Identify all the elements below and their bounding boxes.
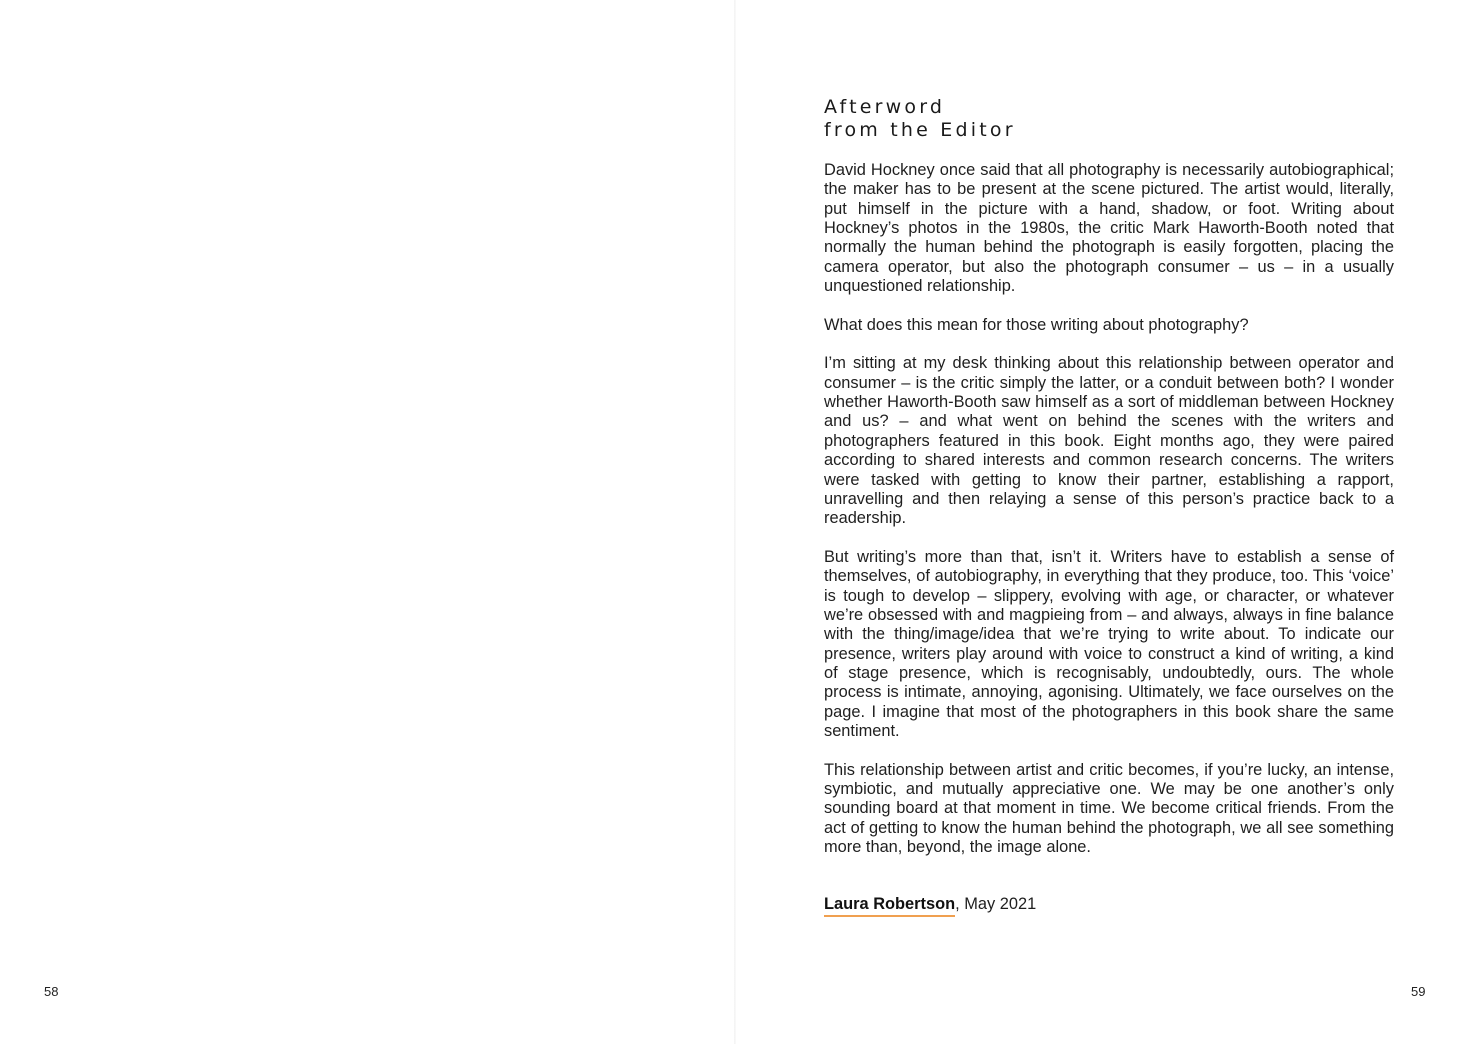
page-number-right: 59 — [1411, 984, 1426, 999]
title-line-2: from the Editor — [824, 119, 1016, 141]
page-number-left: 58 — [44, 984, 59, 999]
paragraph-3: I’m sitting at my desk thinking about this relationship between operator and consumer – is the critic simply the latter, or a conduit between both? I wonder whether Haworth-Booth saw himself as a sort of middleman between Hockney and us? – and what went on behind the scenes with the writers and photographers featured in this book. Eight months ago, they were paired according to shared interests and common research concerns. The writers were tasked with getting to know their partner, establishing a rapport, unravelling and then relaying a sense of this person’s practice back to a readership. — [824, 354, 1394, 528]
author-name: Laura Robertson — [824, 895, 955, 917]
author-signature — [824, 894, 1036, 914]
paragraph-4: But writing’s more than that, isn’t it. Writers have to establish a sense of themselves, of autobiography, in everything that they produce, too. This ‘voice’ is tough to develop – slippery, evolving with age, or character, or whatever we’re obsessed with and magpieing from – and always, always in fine balance with the thing/image/idea that we’re trying to write about. To indicate our presence, writers play around with voice to construct a kind of writing, a kind of stage presence, which is recognisably, undoubtedly, ours. The whole process is intimate, annoying, agonising. Ultimately, we face ourselves on the page. I imagine that most of the photographers in this book share the same sentiment. — [824, 547, 1394, 740]
paragraph-2: What does this mean for those writing about photography? — [824, 315, 1249, 334]
page-title — [824, 96, 1016, 142]
paragraph-1: David Hockney once said that all photography is necessarily autobiographical; the maker has to be present at the scene pictured. The artist would, literally, put himself in the picture with a hand, shadow, or foot. Writing about Hockney’s photos in the 1980s, the critic Mark Haworth-Booth noted that normally the human behind the photograph is easily forgotten, placing the camera operator, but also the photograph consumer – us – in a usually unquestioned relationship. — [824, 161, 1394, 296]
paragraph-5: This relationship between artist and critic becomes, if you’re lucky, an intense, symbiotic, and mutually appreciative one. We may be one another’s only sounding board at that moment in time. We become critical friends. From the act of getting to know the human behind the photograph, we all see something more than, beyond, the image alone. — [824, 760, 1394, 857]
left-page — [0, 0, 735, 1044]
signature-date: , May 2021 — [955, 895, 1037, 913]
title-line-1: Afterword — [824, 96, 946, 118]
article-body — [824, 161, 1394, 877]
